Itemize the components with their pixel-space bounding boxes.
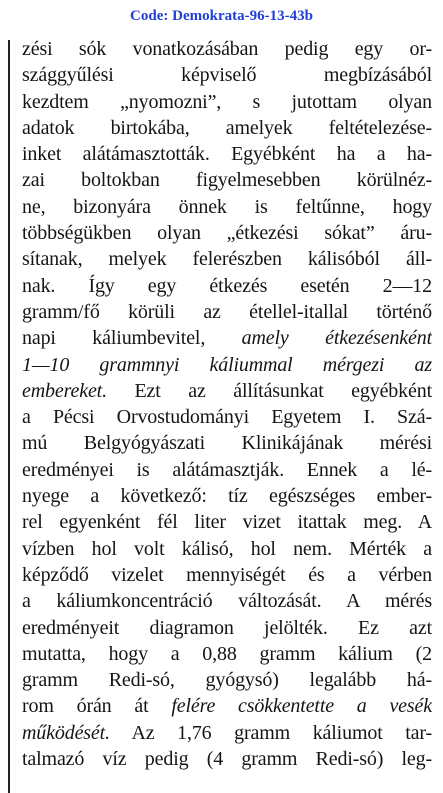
text-line: [22, 194, 432, 220]
text-segment: eredményei is alátámasztják. Ennek a lé-: [22, 458, 432, 481]
text-line: [22, 562, 432, 588]
text-segment: sítanak, melyek felerészben kálisóból áll-: [22, 248, 432, 271]
text-segment: eredményeit diagramon jelölték. Ez azt: [22, 616, 432, 639]
document-code-header: Code: Demokrata-96-13-43b: [130, 8, 313, 24]
text-segment: vízben hol volt kálisó, hol nem. Mérték a: [22, 537, 432, 560]
text-segment: rom órán át: [22, 695, 172, 718]
text-segment: inket alátámasztották. Egyébként ha a ha-: [22, 143, 432, 166]
text-line: [22, 167, 432, 193]
text-line: [22, 746, 432, 772]
emphasized-text: embereket.: [22, 379, 107, 402]
text-segment: ne, bizonyára önnek is feltűnne, hogy: [22, 195, 432, 218]
text-segment: mutatta, hogy a 0,88 gramm kálium (2: [22, 642, 432, 665]
emphasized-text: amely étkezésenként: [241, 327, 432, 350]
text-line: [22, 115, 432, 141]
text-line: [22, 62, 432, 88]
text-line: [22, 273, 432, 299]
text-line: [22, 693, 432, 719]
text-segment: Az 1,76 gramm káliumot tar-: [109, 721, 432, 744]
text-line: [22, 325, 432, 351]
text-segment: képződő vizelet mennyiségét és a vérben: [22, 563, 432, 586]
text-segment: talmazó víz pedig (4 gramm Redi-só) leg-: [22, 748, 432, 771]
text-line: [22, 483, 432, 509]
text-segment: rel egyenként fél liter vizet itattak meg. A: [22, 511, 432, 534]
text-segment: a Pécsi Orvostudományi Egyetem I. Szá-: [22, 406, 432, 429]
text-line: [22, 509, 432, 535]
text-line: [22, 352, 432, 378]
text-line: [22, 457, 432, 483]
column-rule: [8, 40, 10, 793]
text-segment: szággyűlési képviselő megbízásából: [22, 64, 432, 87]
text-segment: gramm/fő körüli az étellel-itallal történő: [22, 300, 432, 323]
text-line: [22, 246, 432, 272]
text-segment: a káliumkoncentráció változását. A mérés: [22, 590, 432, 613]
text-segment: mú Belgyógyászati Klinikájának mérési: [22, 432, 432, 455]
text-line: [22, 667, 432, 693]
emphasized-text: felére csökkentette a vesék: [171, 695, 432, 718]
text-line: [22, 378, 432, 404]
emphasized-text: működését.: [22, 721, 110, 744]
text-segment: Ezt az állításunkat egyébként: [106, 379, 432, 402]
text-segment: zési sók vonatkozásában pedig egy or-: [22, 38, 432, 60]
text-line: [22, 141, 432, 167]
text-line: [22, 36, 432, 62]
text-line: [22, 720, 432, 746]
text-segment: gramm Redi-só, gyógysó) legalább há-: [22, 669, 432, 692]
text-segment: kezdtem „nyomozni”, s jutottam olyan: [22, 90, 432, 113]
text-segment: nak. Így egy étkezés esetén 2—12: [22, 274, 432, 297]
text-segment: zai boltokban figyelmesebben körülnéz-: [22, 169, 432, 192]
text-segment: napi káliumbevitel,: [22, 327, 242, 350]
text-line: [22, 299, 432, 325]
text-segment: többségükben olyan „étkezési sókat” áru-: [22, 222, 432, 245]
text-segment: adatok birtokába, amelyek feltételezése-: [22, 116, 432, 139]
text-line: [22, 536, 432, 562]
text-line: [22, 89, 432, 115]
text-line: [22, 430, 432, 456]
text-line: [22, 641, 432, 667]
text-line: [22, 404, 432, 430]
text-line: [22, 588, 432, 614]
text-line: [22, 615, 432, 641]
article-text-column: [22, 36, 432, 772]
emphasized-text: 1—10 grammnyi káliummal mérgezi az: [22, 353, 432, 376]
text-line: [22, 220, 432, 246]
text-segment: nyege a következő: tíz egészséges ember-: [22, 485, 432, 508]
